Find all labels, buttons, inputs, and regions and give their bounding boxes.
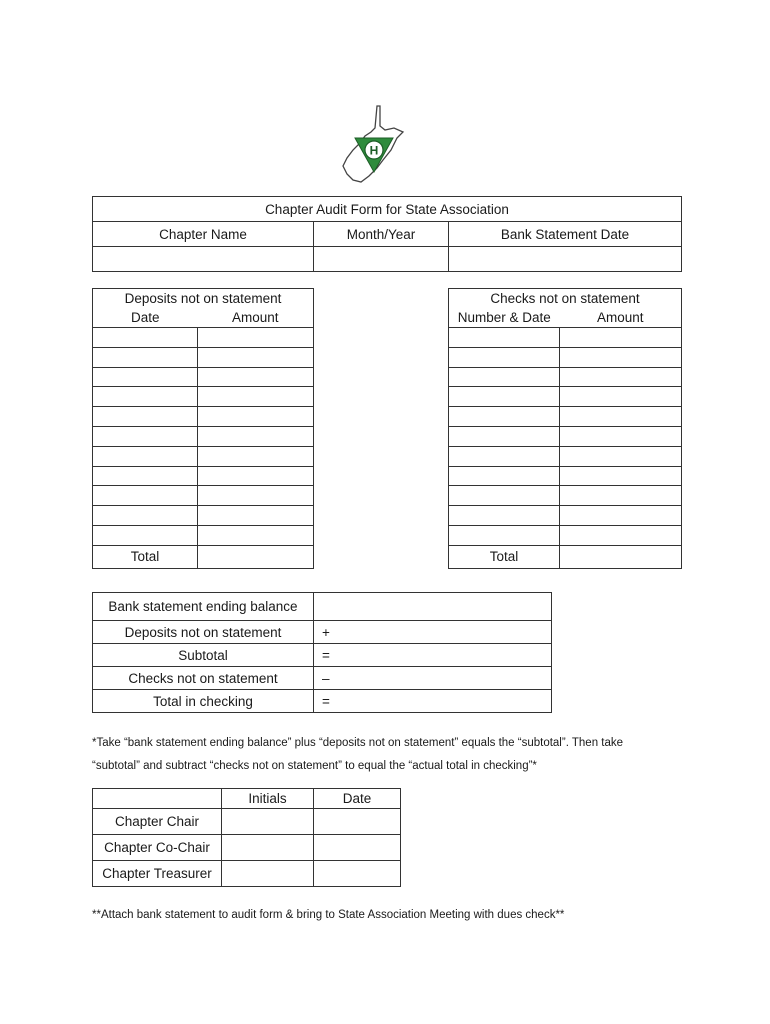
table-row (93, 328, 314, 348)
checks-title: Checks not on statement (449, 289, 682, 309)
check-amount-cell[interactable] (560, 387, 682, 407)
deposit-amount-cell[interactable] (198, 407, 314, 427)
check-amount-cell[interactable] (560, 486, 682, 506)
total-in-checking-field[interactable]: = (314, 690, 552, 713)
table-row (449, 387, 682, 407)
deposit-date-cell[interactable] (93, 486, 198, 506)
deposits-sum-field[interactable]: + (314, 621, 552, 644)
check-number-date-cell[interactable] (449, 426, 560, 446)
check-number-date-cell[interactable] (449, 446, 560, 466)
table-row (93, 446, 314, 466)
ending-balance-field[interactable] (314, 593, 552, 621)
chapter-name-field[interactable] (93, 247, 314, 272)
deposit-amount-cell[interactable] (198, 506, 314, 526)
chair-initials-field[interactable] (222, 809, 314, 835)
table-row (93, 407, 314, 427)
signatures-col-initials: Initials (222, 789, 314, 809)
check-number-date-cell[interactable] (449, 367, 560, 387)
instruction-line-2: “subtotal” and subtract “checks not on statement” to equal the “actual total in checking”* (92, 760, 537, 772)
treasurer-date-field[interactable] (314, 861, 401, 887)
deposits-col-amount: Amount (198, 308, 314, 328)
header-bank-statement-date: Bank Statement Date (449, 222, 682, 247)
deposits-total-field[interactable] (198, 545, 314, 568)
cochair-initials-field[interactable] (222, 835, 314, 861)
check-number-date-cell[interactable] (449, 328, 560, 348)
deposit-amount-cell[interactable] (198, 347, 314, 367)
table-row (449, 446, 682, 466)
table-row (93, 466, 314, 486)
table-row (93, 525, 314, 545)
instruction-line-1: *Take “bank statement ending balance” plus “deposits not on statement” equals the “subtotal”. Then take (92, 737, 624, 749)
check-number-date-cell[interactable] (449, 407, 560, 427)
deposit-amount-cell[interactable] (198, 328, 314, 348)
logo-letter: H (369, 143, 379, 158)
chair-date-field[interactable] (314, 809, 401, 835)
deposit-date-cell[interactable] (93, 328, 198, 348)
deposit-date-cell[interactable] (93, 466, 198, 486)
recon-label: Subtotal (93, 644, 314, 667)
table-row (449, 506, 682, 526)
deposit-amount-cell[interactable] (198, 486, 314, 506)
table-row (449, 328, 682, 348)
month-year-field[interactable] (314, 247, 449, 272)
checks-total-field[interactable] (560, 545, 682, 568)
table-row (93, 809, 401, 835)
recon-label: Deposits not on statement (93, 621, 314, 644)
deposit-amount-cell[interactable] (198, 446, 314, 466)
attach-note: **Attach bank statement to audit form & bring to State Association Meeting with dues check** (92, 909, 565, 921)
state-logo-icon (339, 104, 405, 186)
deposits-total-label: Total (93, 545, 198, 568)
check-amount-cell[interactable] (560, 367, 682, 387)
check-number-date-cell[interactable] (449, 486, 560, 506)
deposit-date-cell[interactable] (93, 407, 198, 427)
check-amount-cell[interactable] (560, 466, 682, 486)
check-amount-cell[interactable] (560, 426, 682, 446)
table-row (449, 407, 682, 427)
signer-label: Chapter Chair (93, 809, 222, 835)
deposit-amount-cell[interactable] (198, 387, 314, 407)
checks-sum-field[interactable]: – (314, 667, 552, 690)
check-amount-cell[interactable] (560, 328, 682, 348)
signer-label: Chapter Treasurer (93, 861, 222, 887)
check-number-date-cell[interactable] (449, 387, 560, 407)
check-number-date-cell[interactable] (449, 506, 560, 526)
checks-col-amount: Amount (560, 308, 682, 328)
deposit-date-cell[interactable] (93, 347, 198, 367)
bank-statement-date-field[interactable] (449, 247, 682, 272)
deposit-date-cell[interactable] (93, 426, 198, 446)
deposit-amount-cell[interactable] (198, 525, 314, 545)
check-number-date-cell[interactable] (449, 347, 560, 367)
table-row (93, 426, 314, 446)
reconciliation-table (92, 592, 552, 713)
recon-label: Checks not on statement (93, 667, 314, 690)
table-row (93, 387, 314, 407)
check-amount-cell[interactable] (560, 506, 682, 526)
table-row (93, 506, 314, 526)
check-amount-cell[interactable] (560, 347, 682, 367)
check-amount-cell[interactable] (560, 446, 682, 466)
table-row (93, 835, 401, 861)
form-title: Chapter Audit Form for State Association (93, 197, 682, 222)
checks-total-label: Total (449, 545, 560, 568)
signatures-col-date: Date (314, 789, 401, 809)
treasurer-initials-field[interactable] (222, 861, 314, 887)
table-row (449, 466, 682, 486)
deposits-col-date: Date (93, 308, 198, 328)
deposit-date-cell[interactable] (93, 525, 198, 545)
check-number-date-cell[interactable] (449, 466, 560, 486)
checks-table (448, 288, 682, 569)
deposits-title: Deposits not on statement (93, 289, 314, 309)
check-amount-cell[interactable] (560, 407, 682, 427)
checks-col-number-date: Number & Date (449, 308, 560, 328)
deposit-date-cell[interactable] (93, 506, 198, 526)
deposit-amount-cell[interactable] (198, 426, 314, 446)
header-table (92, 196, 682, 272)
deposit-amount-cell[interactable] (198, 367, 314, 387)
header-chapter-name: Chapter Name (93, 222, 314, 247)
subtotal-field[interactable]: = (314, 644, 552, 667)
deposit-amount-cell[interactable] (198, 466, 314, 486)
table-row (449, 525, 682, 545)
deposit-date-cell[interactable] (93, 367, 198, 387)
check-number-date-cell[interactable] (449, 525, 560, 545)
table-row (93, 486, 314, 506)
table-row (449, 367, 682, 387)
deposit-date-cell[interactable] (93, 446, 198, 466)
table-row (93, 861, 401, 887)
recon-label: Bank statement ending balance (93, 593, 314, 621)
recon-label: Total in checking (93, 690, 314, 713)
deposits-table (92, 288, 314, 569)
table-row (449, 426, 682, 446)
deposit-date-cell[interactable] (93, 387, 198, 407)
signatures-table (92, 788, 401, 887)
table-row (449, 486, 682, 506)
signatures-corner (93, 789, 222, 809)
signer-label: Chapter Co-Chair (93, 835, 222, 861)
table-row (93, 347, 314, 367)
table-row (449, 347, 682, 367)
table-row (93, 367, 314, 387)
instruction-note (92, 732, 692, 778)
check-amount-cell[interactable] (560, 525, 682, 545)
header-month-year: Month/Year (314, 222, 449, 247)
cochair-date-field[interactable] (314, 835, 401, 861)
